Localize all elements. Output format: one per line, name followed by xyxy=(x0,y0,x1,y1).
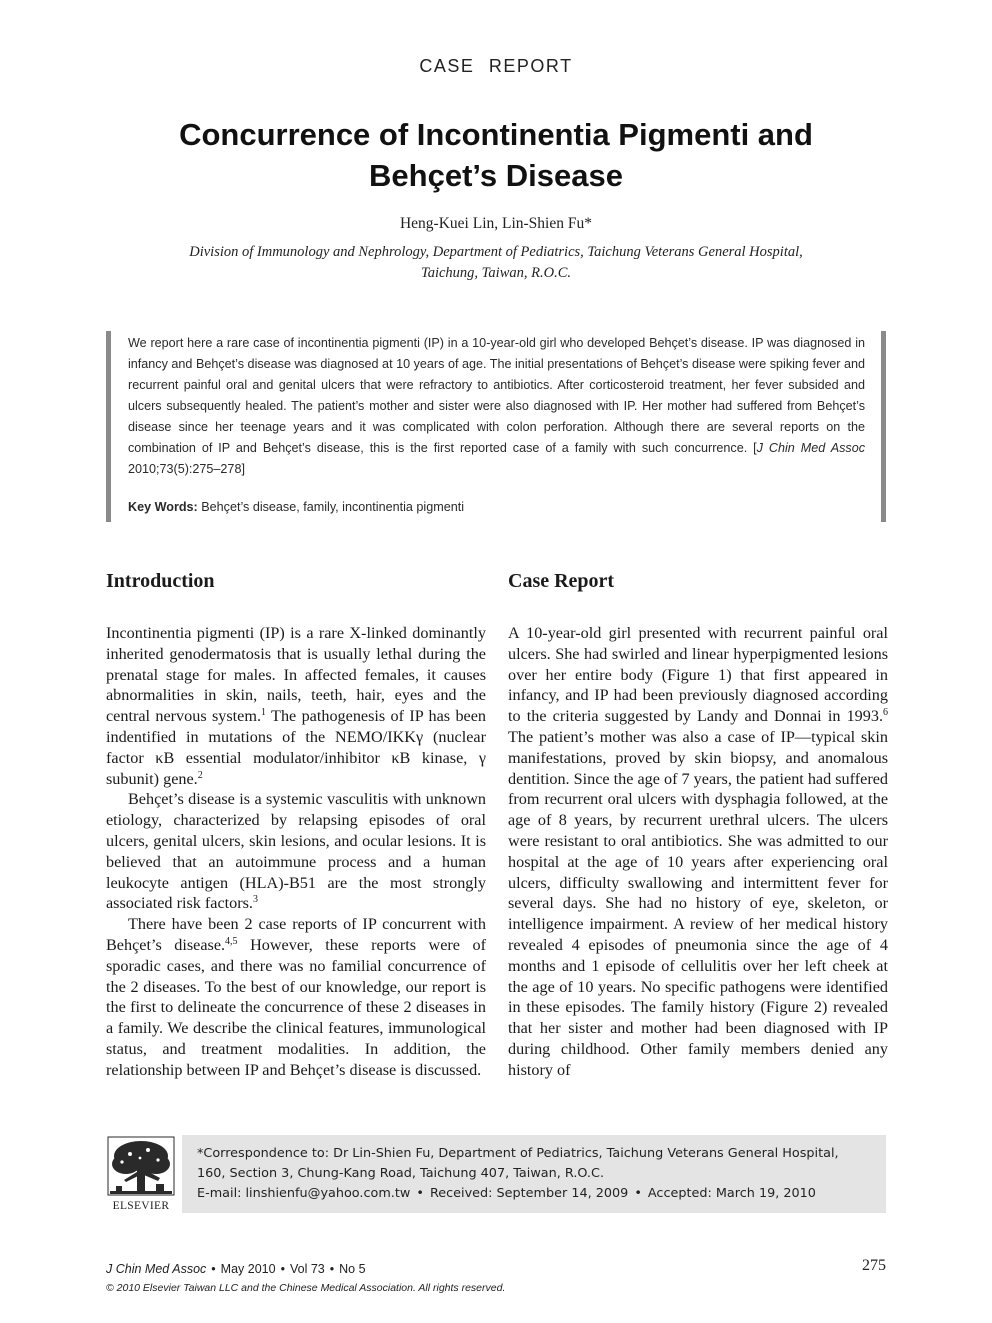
keywords-list: Behçet’s disease, family, incontinentia pigmenti xyxy=(197,500,464,514)
bullet-separator: • xyxy=(280,1262,285,1276)
title-line-1: Concurrence of Incontinentia Pigmenti and xyxy=(179,117,813,152)
introduction-paragraph-3 xyxy=(106,914,486,1080)
reference-3: 3 xyxy=(252,894,258,906)
footer-journal-name: J Chin Med Assoc xyxy=(106,1262,207,1276)
keywords-label: Key Words: xyxy=(128,500,198,514)
article-title xyxy=(120,114,872,196)
bullet-separator: • xyxy=(634,1186,642,1201)
affiliation-line-1: Division of Immunology and Nephrology, Department of Pediatrics, Taichung Veterans General Hospital, xyxy=(189,244,803,260)
bullet-separator: • xyxy=(211,1262,216,1276)
correspondence-line-1: *Correspondence to: Dr Lin-Shien Fu, Department of Pediatrics, Taichung Veterans General Hospital, xyxy=(197,1146,839,1161)
introduction-paragraph-2 xyxy=(106,789,486,914)
case-report-paragraph-1 xyxy=(508,623,888,1081)
elsevier-wordmark: ELSEVIER xyxy=(112,1200,170,1212)
intro-p3-text-b: However, these reports were of sporadic cases, and there was no familial concurrence of the 2 diseases. To the best of our knowledge, our report is the first to delineate the concurrence of these 2 diseases in a family. We describe the clinical features, immunological status, and treatment modalities. In addition, the relationship between IP and Behçet’s disease is discussed. xyxy=(106,935,486,1079)
footer-date: May 2010 xyxy=(220,1262,276,1276)
introduction-heading: Introduction xyxy=(106,570,215,592)
abstract-box xyxy=(106,331,886,522)
abstract-body: We report here a rare case of incontinentia pigmenti (IP) in a 10-year-old girl who developed Behçet’s disease. IP was diagnosed in infancy and Behçet’s disease was diagnosed at 10 years of age. The initial presentations of Behçet’s disease were spiking fever and recurrent painful oral and genital ulcers that were refractory to antibiotics. After corticosteroid treatment, her fever subsided and ulcers subsequently healed. The patient’s mother and sister were also diagnosed with IP. Her mother had suffered from Behçet’s disease since her teenage years and it was complicated with colon perforation. Although there are several reports on the combination of IP and Behçet’s disease, this is the first reported case of a family with such concurrence. xyxy=(128,336,865,455)
affiliation xyxy=(150,242,842,284)
received-date: Received: September 14, 2009 xyxy=(429,1186,629,1201)
title-line-2: Behçet’s Disease xyxy=(369,158,623,193)
introduction-section xyxy=(106,566,486,1081)
affiliation-line-2: Taichung, Taiwan, R.O.C. xyxy=(420,265,571,281)
correspondence-line-2: 160, Section 3, Chung-Kang Road, Taichung 407, Taiwan, R.O.C. xyxy=(197,1166,605,1181)
reference-2: 2 xyxy=(197,769,203,781)
footer-journal-info xyxy=(106,1262,366,1276)
footer-volume: Vol 73 xyxy=(289,1262,325,1276)
page-number: 275 xyxy=(862,1257,886,1274)
citation-details: 2010;73(5):275–278] xyxy=(128,462,245,476)
correspondence-line-3 xyxy=(197,1184,872,1204)
intro-p3-text-a: There have been 2 case reports of IP concurrent with Behçet’s disease. xyxy=(106,915,486,954)
abstract-text xyxy=(128,333,865,480)
keywords xyxy=(128,497,865,518)
bullet-separator: • xyxy=(329,1262,335,1276)
reference-1: 1 xyxy=(261,707,266,719)
accepted-date: Accepted: March 19, 2010 xyxy=(647,1186,816,1201)
reference-6: 6 xyxy=(883,707,888,719)
footer-issue: No 5 xyxy=(339,1262,366,1276)
bullet-separator: • xyxy=(416,1186,424,1201)
citation-open: [ xyxy=(747,441,757,455)
intro-p1-text-b: The pathogenesis of IP has been indentified in mutations of the NEMO/IKKγ (nuclear factor κB essential modulator/inhibitor κB kinase, γ subunit) gene. xyxy=(106,707,487,788)
correspondence-email: E-mail: linshienfu@yahoo.com.tw xyxy=(197,1186,411,1201)
copyright-notice: © 2010 Elsevier Taiwan LLC and the Chinese Medical Association. All rights reserved. xyxy=(106,1282,506,1294)
intro-p2-text: Behçet’s disease is a systemic vasculitis with unknown etiology, characterized by relapsing episodes of oral ulcers, genital ulcers, skin lesions, and ocular lesions. It is believed that an autoimmune process and a human leukocyte antigen (HLA)-B51 are the most strongly associated risk factors. xyxy=(106,790,486,913)
section-label: CASE REPORT xyxy=(419,56,573,76)
intro-p1-text-a: Incontinentia pigmenti (IP) is a rare X-linked dominantly inherited genodermatosis that is usually lethal during the prenatal stage for males. In affected females, it causes abnormalities in skin, nails, teeth, hair, eyes and the central nervous system. xyxy=(106,624,486,726)
correspondence-box xyxy=(182,1135,886,1213)
introduction-paragraph-1 xyxy=(106,623,486,789)
author-list: Heng-Kuei Lin, Lin-Shien Fu* xyxy=(399,215,592,232)
reference-4-5: 4,5 xyxy=(225,935,238,947)
case-p1-text-a: A 10-year-old girl presented with recurrent painful oral ulcers. She had swirled and linear hyperpigmented lesions over her entire body (Figure 1) that first appeared in infancy, and IP had been previously diagnosed according to the criteria suggested by Landy and Donnai in 1993. xyxy=(508,624,888,726)
case-report-heading: Case Report xyxy=(508,570,615,592)
case-report-section xyxy=(508,566,888,1081)
case-p1-text-b: The patient’s mother was also a case of IP—typical skin manifestations, proved by skin biopsy, and anomalous dentition. Since the age of 7 years, the patient had suffered from recurrent oral ulcers with dysphagia followed, at the age of 8 years, by recurrent urethral ulcers. The ulcers were resistant to oral antibiotics. She was admitted to our hospital at the age of 10 years after experiencing oral ulcers, difficulty swallowing and intermittent fever for several days. She had no history of eye, skeleton, or intelligence impairment. A review of her medical history revealed 4 episodes of pneumonia since the age of 4 months and 1 episode of cellulitis over her left cheek at the age of 10 years. No specific pathogens were identified in these episodes. The family history (Figure 2) revealed that her sister and mother had been diagnosed with IP during childhood. Other family members denied any history of xyxy=(508,727,888,1079)
citation-journal: J Chin Med Assoc xyxy=(756,441,865,455)
